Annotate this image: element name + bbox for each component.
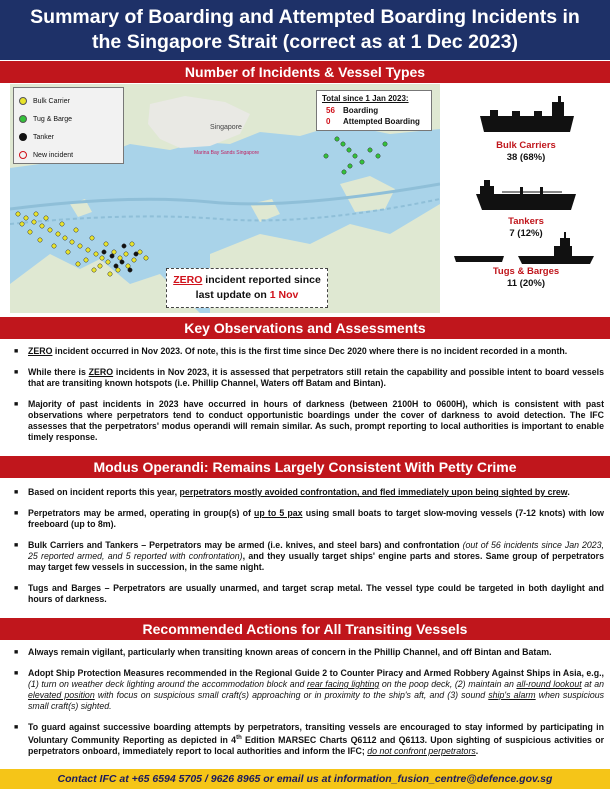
- zero-text: ZERO: [173, 274, 203, 286]
- modus-text: .: [567, 487, 570, 497]
- vessel-tankers: [452, 216, 600, 240]
- legend-item-tug-barge: [19, 110, 123, 128]
- observation-item-3: ■ Majority of past incidents in 2023 have occurred in hours of darkness (between 2100H to 0600H), which is consistent with past observations where perpetrators tend to conduct opportunistic boardings under the cover of darkness to avoid detection. The IFC assesses that the perpetrators' modus operandi will remain similar. As such, prompt reporting to local authorities is important to enable timely response.: [14, 399, 604, 443]
- section-header-modus: Modus Operandi: Remains Largely Consistent With Petty Crime: [0, 456, 610, 478]
- totals-attempted-row: [322, 116, 431, 127]
- action-text: ship's alarm: [488, 690, 536, 700]
- vessel-count: 38 (68%): [506, 152, 546, 163]
- legend-label: Tanker: [33, 133, 55, 141]
- vessel-count: 7 (12%): [509, 228, 543, 239]
- legend-label: New incident: [33, 151, 74, 159]
- totals-boarding-row: [322, 105, 431, 116]
- modus-item-4: ■ Tugs and Barges – Perpetrators are usually unarmed, and target scrap metal. The vessel type could be targeted in both daylight and hours of darkness.: [14, 583, 604, 605]
- vessel-count: 11 (20%): [506, 278, 546, 289]
- modus-text: Perpetrators may be armed, operating in group(s) of: [28, 508, 255, 518]
- action-text: on the poop deck, (2) maintain an: [379, 679, 517, 689]
- modus-text: perpetrators mostly avoided confrontation, and fled immediately upon being sighted by crew: [179, 487, 568, 497]
- black-dot-icon: [19, 133, 27, 141]
- legend-label: Bulk Carrier: [33, 97, 70, 105]
- action-item-1: ■ Always remain vigilant, particularly when transiting known areas of concern in the Phillip Channel, and off Bintan and Batam.: [14, 647, 604, 658]
- zero-text: ZERO: [88, 367, 114, 377]
- action-text: elevated position: [28, 690, 95, 700]
- bulk-carrier-icon: [480, 96, 574, 132]
- modus-list: [14, 487, 604, 605]
- modus-text: (out of 56 incidents since Jan 2023, 25 reported armed, and 5 reported with confrontation): [28, 540, 604, 561]
- action-text: do not confront perpetrators: [367, 745, 476, 756]
- vessel-name: Bulk Carriers: [496, 140, 556, 151]
- red-circle-icon: [19, 151, 27, 159]
- action-item-2: [14, 668, 604, 712]
- observation-text: incident occurred in Nov 2023. Of note, this is the first time since Dec 2020 where there is no incident recorded in a month.: [52, 346, 568, 356]
- modus-item-1: [14, 487, 604, 498]
- modus-item-2: [14, 508, 604, 530]
- action-text: when suspicious small craft(s) sighted.: [28, 690, 604, 711]
- attempted-label: Attempted Boarding: [343, 117, 420, 126]
- boarding-label: Boarding: [343, 106, 379, 115]
- zero-rest-1: incident reported since: [202, 274, 321, 286]
- contact-footer: Contact IFC at +65 6594 5705 / 9626 8965 or email us at information_fusion_centre@defence.gov.sg: [0, 769, 610, 789]
- action-text: .: [475, 745, 479, 756]
- actions-list: [14, 647, 604, 757]
- modus-text: , and they usually target ships' engine parts and stores. Same group of perpetrators may target few vessels in succession, in the same night.: [28, 551, 604, 572]
- green-dot-icon: [19, 115, 27, 123]
- totals-box: [316, 90, 432, 131]
- action-text: with focus on suspicious small craft(s) approaching or in proximity to the ship's aft, and (3) sound: [94, 690, 489, 700]
- legend-item-tanker: [19, 128, 123, 146]
- legend-item-new-incident: [19, 146, 123, 164]
- vessel-bulk-carriers: [452, 140, 600, 164]
- modus-text: Bulk Carriers and Tankers – Perpetrators may be armed (i.e. knives, and steel bars) and confrontation: [28, 540, 463, 550]
- modus-text: up to 5 pax: [254, 508, 303, 518]
- map-label-mbs: Marina Bay Sands Singapore: [194, 150, 260, 156]
- observation-item-1: [14, 346, 604, 357]
- map-legend: [13, 87, 124, 164]
- action-text: (1) turn on weather deck lighting around the accommodation block and: [28, 679, 308, 689]
- zero-date: 1 Nov: [269, 289, 299, 301]
- observation-text: While there is: [28, 367, 89, 377]
- modus-text: using small boats to target slow-moving vessels (7-12 knots) with low freeboard (up to 8m).: [28, 508, 605, 529]
- yellow-dot-icon: [19, 97, 27, 105]
- action-text: all-round lookout: [516, 679, 582, 689]
- vessel-name: Tankers: [508, 216, 544, 227]
- legend-item-bulk-carrier: [19, 92, 123, 110]
- modus-text: Based on incident reports this year,: [28, 487, 180, 497]
- totals-title: Total since 1 Jan 2023:: [322, 94, 409, 103]
- title-line-1: Summary of Boarding and Attempted Boarding Incidents in: [30, 6, 580, 28]
- legend-label: Tug & Barge: [33, 115, 73, 123]
- section-header-observations: Key Observations and Assessments: [0, 317, 610, 339]
- action-text: To guard against successive boarding attempts by perpetrators, transiting vessels are encouraged to stay informed by participating in Voluntary Community Reporting as depicted in 4: [28, 722, 604, 745]
- section-header-actions: Recommended Actions for All Transiting Vessels: [0, 618, 610, 640]
- action-text: at an: [581, 679, 605, 689]
- zero-rest-2: last update on: [195, 289, 270, 301]
- boarding-count: 56: [326, 106, 335, 115]
- vessel-types-panel: [452, 84, 600, 313]
- observations-list: [14, 346, 604, 443]
- vessel-tugs-barges: [452, 266, 600, 290]
- zero-incident-box: [166, 268, 328, 308]
- observation-item-2: [14, 367, 604, 389]
- action-text: Adopt Ship Protection Measures recommended in the Regional Guide 2 to Counter Piracy and Armed Robbery Against Ships in Asia, e.g.,: [28, 668, 604, 678]
- title-line-2: the Singapore Strait (correct as at 1 Dec 2023): [92, 31, 518, 53]
- attempted-count: 0: [326, 117, 331, 126]
- observation-text: incidents in Nov 2023, it is assessed that perpetrators still retain the capability and possible intent to board vessels that are transiting known hotspots (i.e. Phillip Channel, Waters off Batam and Bintan).: [28, 367, 604, 388]
- zero-text: ZERO: [28, 346, 53, 356]
- modus-item-3: [14, 540, 604, 573]
- action-item-3: [14, 722, 604, 757]
- map-label-singapore: Singapore: [210, 124, 242, 131]
- action-text: rear facing lighting: [307, 679, 380, 689]
- section-header-incidents: Number of Incidents & Vessel Types: [0, 61, 610, 83]
- tanker-icon: [476, 180, 576, 210]
- action-text: th: [236, 735, 242, 741]
- action-text: Edition MARSEC Charts Q6112 and Q6113. Upon sighting of suspicious activities or perpetrators onboard, immediately report to local authorities and inform the IFC;: [28, 734, 604, 756]
- page-title: [0, 0, 610, 60]
- vessel-name: Tugs & Barges: [492, 266, 560, 277]
